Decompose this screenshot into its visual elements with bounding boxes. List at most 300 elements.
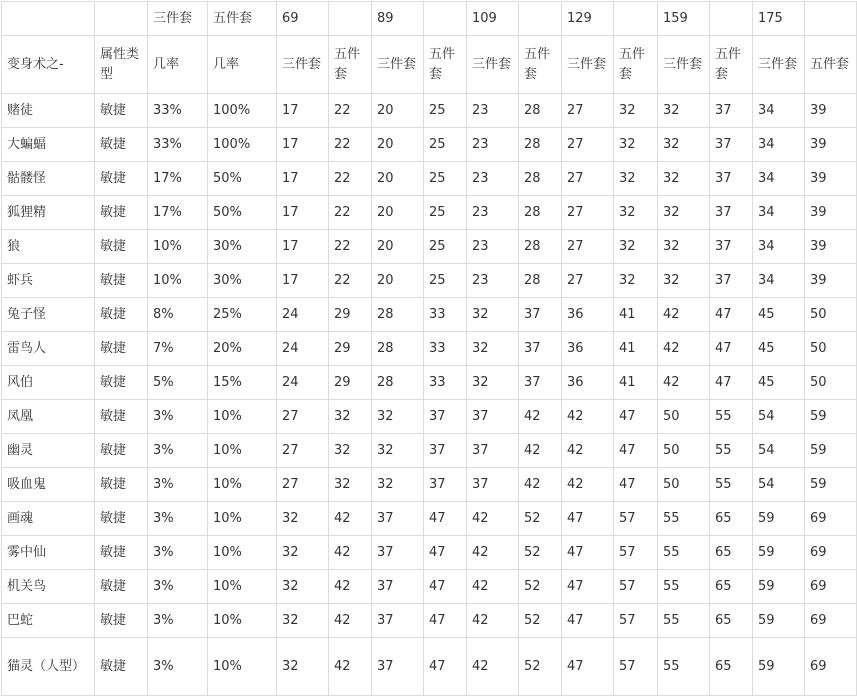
table-row-cell: 36 — [562, 298, 614, 332]
table-row-cell: 10% — [208, 570, 277, 604]
table-row-cell: 42 — [467, 502, 519, 536]
table-row-cell: 敏捷 — [95, 264, 148, 298]
table-row — [2, 230, 857, 264]
table-row-cell: 22 — [329, 128, 372, 162]
table-row-cell: 敏捷 — [95, 332, 148, 366]
table-row-cell: 23 — [467, 94, 519, 128]
table-row-cell: 47 — [562, 502, 614, 536]
table-row-cell: 47 — [710, 366, 753, 400]
table-row-cell: 23 — [467, 196, 519, 230]
table-row-cell: 敏捷 — [95, 230, 148, 264]
table-row-cell: 33% — [148, 94, 208, 128]
table-row-cell: 36 — [562, 366, 614, 400]
table-row-cell: 10% — [148, 264, 208, 298]
table-row-cell: 39 — [805, 196, 857, 230]
table-row-cell: 42 — [658, 298, 710, 332]
table-row — [2, 298, 857, 332]
table-row-cell: 42 — [562, 434, 614, 468]
table-row-cell: 37 — [372, 502, 424, 536]
table-row-cell: 25 — [424, 94, 467, 128]
table-row-cell: 59 — [753, 570, 805, 604]
table-row-cell: 17% — [148, 162, 208, 196]
table-row-cell: 敏捷 — [95, 128, 148, 162]
table-row-cell: 3% — [148, 570, 208, 604]
table-row — [2, 94, 857, 128]
table-row-cell: 5% — [148, 366, 208, 400]
table-row-cell: 27 — [562, 264, 614, 298]
table-row-cell: 47 — [614, 434, 658, 468]
table-row-cell: 41 — [614, 332, 658, 366]
table-row-cell: 52 — [519, 502, 562, 536]
table-row-cell: 69 — [805, 536, 857, 570]
header-row-labels-cell: 几率 — [208, 36, 277, 94]
table-row-cell: 50 — [658, 434, 710, 468]
header-row-levels-cell — [710, 2, 753, 36]
table-row-cell: 57 — [614, 536, 658, 570]
table-row-cell: 29 — [329, 366, 372, 400]
table-row-cell: 赌徒 — [2, 94, 95, 128]
table-row-cell: 20 — [372, 128, 424, 162]
table-row-cell: 猫灵（人型） — [2, 638, 95, 696]
table-row-cell: 敏捷 — [95, 434, 148, 468]
table-row — [2, 196, 857, 230]
table-body — [2, 2, 857, 696]
table-row-cell: 37 — [467, 400, 519, 434]
table-row-cell: 骷髅怪 — [2, 162, 95, 196]
table-row-cell: 55 — [658, 604, 710, 638]
table-row-cell: 65 — [710, 638, 753, 696]
table-row-cell: 大蝙蝠 — [2, 128, 95, 162]
table-row-cell: 59 — [753, 536, 805, 570]
table-row-cell: 狼 — [2, 230, 95, 264]
table-row-cell: 23 — [467, 230, 519, 264]
table-row-cell: 24 — [277, 298, 329, 332]
table-row-cell: 59 — [805, 468, 857, 502]
table-row-cell: 10% — [208, 502, 277, 536]
table-row-cell: 33 — [424, 298, 467, 332]
table-row-cell: 69 — [805, 570, 857, 604]
table-row-cell: 47 — [562, 604, 614, 638]
table-row-cell: 20 — [372, 94, 424, 128]
table-row-cell: 50 — [658, 468, 710, 502]
table-row-cell: 37 — [372, 604, 424, 638]
header-row-labels-cell: 三件套 — [658, 36, 710, 94]
table-row-cell: 54 — [753, 400, 805, 434]
table-row-cell: 39 — [805, 162, 857, 196]
header-row-labels-cell: 三件套 — [467, 36, 519, 94]
table-row-cell: 59 — [805, 434, 857, 468]
table-row-cell: 32 — [614, 94, 658, 128]
table-row-cell: 32 — [329, 400, 372, 434]
table-row-cell: 42 — [562, 468, 614, 502]
table-row-cell: 20 — [372, 230, 424, 264]
table-row-cell: 52 — [519, 638, 562, 696]
table-row-cell: 45 — [753, 298, 805, 332]
table-row-cell: 10% — [208, 400, 277, 434]
table-row-cell: 50 — [805, 366, 857, 400]
table-row-cell: 52 — [519, 536, 562, 570]
table-row-cell: 20 — [372, 162, 424, 196]
table-row — [2, 332, 857, 366]
table-row-cell: 敏捷 — [95, 162, 148, 196]
table-row-cell: 20 — [372, 196, 424, 230]
table-row-cell: 37 — [710, 94, 753, 128]
table-row-cell: 65 — [710, 604, 753, 638]
header-row-levels — [2, 2, 857, 36]
table-row-cell: 39 — [805, 230, 857, 264]
table-row-cell: 10% — [208, 468, 277, 502]
table-row-cell: 27 — [277, 434, 329, 468]
table-row-cell: 28 — [372, 332, 424, 366]
table-row-cell: 32 — [467, 332, 519, 366]
header-row-labels-cell: 五件套 — [424, 36, 467, 94]
table-row-cell: 65 — [710, 536, 753, 570]
table-row-cell: 32 — [658, 264, 710, 298]
header-row-levels-cell: 89 — [372, 2, 424, 36]
table-row-cell: 42 — [329, 638, 372, 696]
table-row — [2, 570, 857, 604]
table-row-cell: 32 — [372, 400, 424, 434]
table-row-cell: 65 — [710, 570, 753, 604]
table-row-cell: 42 — [329, 570, 372, 604]
table-row-cell: 37 — [710, 128, 753, 162]
table-row — [2, 604, 857, 638]
table-row-cell: 65 — [710, 502, 753, 536]
table-row-cell: 47 — [424, 570, 467, 604]
table-row-cell: 8% — [148, 298, 208, 332]
table-row-cell: 33 — [424, 366, 467, 400]
table-row-cell: 机关鸟 — [2, 570, 95, 604]
table-row-cell: 32 — [329, 434, 372, 468]
table-row-cell: 33 — [424, 332, 467, 366]
table-row-cell: 59 — [753, 638, 805, 696]
table-row-cell: 25 — [424, 264, 467, 298]
table-row-cell: 42 — [519, 468, 562, 502]
table-row-cell: 30% — [208, 264, 277, 298]
table-row-cell: 47 — [424, 604, 467, 638]
table-row-cell: 29 — [329, 332, 372, 366]
table-row-cell: 敏捷 — [95, 196, 148, 230]
table-row-cell: 25 — [424, 162, 467, 196]
table-row-cell: 敏捷 — [95, 94, 148, 128]
table-row-cell: 3% — [148, 604, 208, 638]
header-row-levels-cell: 175 — [753, 2, 805, 36]
table-row-cell: 25 — [424, 196, 467, 230]
table-row-cell: 42 — [519, 400, 562, 434]
table-row-cell: 50 — [805, 298, 857, 332]
table-row-cell: 27 — [562, 128, 614, 162]
table-row — [2, 264, 857, 298]
table-row-cell: 27 — [562, 196, 614, 230]
table-row — [2, 434, 857, 468]
table-row-cell: 37 — [424, 468, 467, 502]
table-row-cell: 32 — [658, 162, 710, 196]
table-row-cell: 47 — [424, 638, 467, 696]
header-row-levels-cell: 159 — [658, 2, 710, 36]
table-row-cell: 69 — [805, 502, 857, 536]
table-row-cell: 22 — [329, 264, 372, 298]
table-row-cell: 34 — [753, 128, 805, 162]
table-row-cell: 敏捷 — [95, 298, 148, 332]
table-row-cell: 55 — [658, 502, 710, 536]
table-row-cell: 33% — [148, 128, 208, 162]
header-row-labels-cell: 三件套 — [562, 36, 614, 94]
table-row-cell: 20% — [208, 332, 277, 366]
table-row-cell: 37 — [710, 162, 753, 196]
table-row-cell: 22 — [329, 94, 372, 128]
table-row-cell: 24 — [277, 332, 329, 366]
table-row-cell: 42 — [467, 638, 519, 696]
table-row-cell: 37 — [710, 196, 753, 230]
header-row-levels-cell — [2, 2, 95, 36]
table-row-cell: 3% — [148, 502, 208, 536]
table-row-cell: 32 — [329, 468, 372, 502]
table-row-cell: 兔子怪 — [2, 298, 95, 332]
table-row-cell: 虾兵 — [2, 264, 95, 298]
table-row-cell: 32 — [277, 604, 329, 638]
table-row — [2, 536, 857, 570]
table-row-cell: 17% — [148, 196, 208, 230]
table-row-cell: 10% — [208, 604, 277, 638]
table-row-cell: 37 — [424, 434, 467, 468]
table-row-cell: 32 — [658, 94, 710, 128]
table-row-cell: 37 — [519, 366, 562, 400]
header-row-labels-cell: 五件套 — [519, 36, 562, 94]
table-row-cell: 41 — [614, 298, 658, 332]
table-row-cell: 42 — [467, 536, 519, 570]
table-row-cell: 42 — [658, 366, 710, 400]
table-row-cell: 20 — [372, 264, 424, 298]
table-row-cell: 55 — [658, 536, 710, 570]
header-row-labels-cell: 三件套 — [277, 36, 329, 94]
table-row-cell: 59 — [753, 502, 805, 536]
table-row-cell: 敏捷 — [95, 366, 148, 400]
table-row-cell: 32 — [658, 128, 710, 162]
table-row-cell: 42 — [467, 570, 519, 604]
table-row-cell: 27 — [562, 162, 614, 196]
table-row-cell: 37 — [372, 638, 424, 696]
table-row-cell: 42 — [329, 536, 372, 570]
table-row-cell: 32 — [614, 162, 658, 196]
table-row-cell: 3% — [148, 638, 208, 696]
table-row-cell: 55 — [710, 434, 753, 468]
table-row-cell: 47 — [614, 400, 658, 434]
header-row-levels-cell — [614, 2, 658, 36]
table-row-cell: 42 — [658, 332, 710, 366]
table-row-cell: 狐狸精 — [2, 196, 95, 230]
table-row-cell: 37 — [372, 570, 424, 604]
table-row-cell: 10% — [208, 434, 277, 468]
table-row-cell: 37 — [710, 264, 753, 298]
table-row-cell: 69 — [805, 604, 857, 638]
header-row-levels-cell: 69 — [277, 2, 329, 36]
table-row-cell: 24 — [277, 366, 329, 400]
table-row-cell: 32 — [277, 536, 329, 570]
header-row-levels-cell — [95, 2, 148, 36]
table-row-cell: 28 — [519, 162, 562, 196]
table-row-cell: 55 — [710, 400, 753, 434]
header-row-levels-cell — [805, 2, 857, 36]
table-row-cell: 34 — [753, 230, 805, 264]
table-row-cell: 28 — [519, 196, 562, 230]
table-row-cell: 23 — [467, 128, 519, 162]
table-row-cell: 17 — [277, 196, 329, 230]
table-row-cell: 凤凰 — [2, 400, 95, 434]
table-row-cell: 幽灵 — [2, 434, 95, 468]
table-row-cell: 32 — [614, 230, 658, 264]
header-row-levels-cell: 109 — [467, 2, 519, 36]
table-row-cell: 42 — [519, 434, 562, 468]
table-row-cell: 32 — [277, 638, 329, 696]
table-row-cell: 敏捷 — [95, 468, 148, 502]
table-row-cell: 32 — [658, 196, 710, 230]
table-row-cell: 34 — [753, 94, 805, 128]
header-row-levels-cell — [519, 2, 562, 36]
table-row-cell: 10% — [148, 230, 208, 264]
table-row-cell: 47 — [614, 468, 658, 502]
table-row-cell: 37 — [467, 434, 519, 468]
table-row-cell: 54 — [753, 434, 805, 468]
table-row-cell: 17 — [277, 264, 329, 298]
table-row — [2, 400, 857, 434]
table-row-cell: 57 — [614, 604, 658, 638]
table-row-cell: 32 — [614, 264, 658, 298]
table-row-cell: 42 — [329, 604, 372, 638]
table-row-cell: 42 — [467, 604, 519, 638]
table-row-cell: 28 — [519, 230, 562, 264]
header-row-labels-cell: 五件套 — [805, 36, 857, 94]
table-row-cell: 22 — [329, 196, 372, 230]
table-row-cell: 100% — [208, 94, 277, 128]
table-row-cell: 28 — [372, 366, 424, 400]
header-row-labels — [2, 36, 857, 94]
table-row-cell: 55 — [658, 638, 710, 696]
table-row-cell: 敏捷 — [95, 536, 148, 570]
table-row-cell: 39 — [805, 94, 857, 128]
table-row-cell: 45 — [753, 366, 805, 400]
table-row-cell: 32 — [277, 502, 329, 536]
table-row-cell: 52 — [519, 570, 562, 604]
table-row-cell: 32 — [614, 128, 658, 162]
table-row-cell: 34 — [753, 162, 805, 196]
table-row-cell: 17 — [277, 162, 329, 196]
table-row-cell: 54 — [753, 468, 805, 502]
table-row-cell: 27 — [277, 468, 329, 502]
table-row-cell: 50 — [658, 400, 710, 434]
table-row-cell: 27 — [277, 400, 329, 434]
table-row-cell: 37 — [519, 298, 562, 332]
table-row-cell: 巴蛇 — [2, 604, 95, 638]
table-row-cell: 34 — [753, 264, 805, 298]
table-row-cell: 17 — [277, 128, 329, 162]
table-row-cell: 25 — [424, 128, 467, 162]
table-row-cell: 雾中仙 — [2, 536, 95, 570]
header-row-labels-cell: 几率 — [148, 36, 208, 94]
table-row-cell: 3% — [148, 400, 208, 434]
table-row-cell: 37 — [519, 332, 562, 366]
table-row-cell: 10% — [208, 638, 277, 696]
header-row-labels-cell: 五件套 — [329, 36, 372, 94]
table-row — [2, 468, 857, 502]
table-row-cell: 17 — [277, 230, 329, 264]
table-row-cell: 15% — [208, 366, 277, 400]
table-row-cell: 57 — [614, 638, 658, 696]
table-row-cell: 59 — [753, 604, 805, 638]
table-row-cell: 17 — [277, 94, 329, 128]
table-row-cell: 34 — [753, 196, 805, 230]
table-row-cell: 47 — [710, 332, 753, 366]
table-row-cell: 52 — [519, 604, 562, 638]
table-row-cell: 47 — [710, 298, 753, 332]
table-row-cell: 57 — [614, 502, 658, 536]
header-row-levels-cell — [424, 2, 467, 36]
table-row-cell: 100% — [208, 128, 277, 162]
table-row-cell: 50 — [805, 332, 857, 366]
table-row-cell: 7% — [148, 332, 208, 366]
header-row-labels-cell: 三件套 — [753, 36, 805, 94]
table-row — [2, 502, 857, 536]
table-row-cell: 敏捷 — [95, 400, 148, 434]
table-row-cell: 3% — [148, 468, 208, 502]
table-row-cell: 47 — [424, 536, 467, 570]
table-row-cell: 敏捷 — [95, 638, 148, 696]
table-row-cell: 36 — [562, 332, 614, 366]
table-row-cell: 雷鸟人 — [2, 332, 95, 366]
header-row-labels-cell: 变身术之- — [2, 36, 95, 94]
header-row-levels-cell — [329, 2, 372, 36]
table-row-cell: 37 — [710, 230, 753, 264]
header-row-levels-cell: 129 — [562, 2, 614, 36]
table-row-cell: 23 — [467, 162, 519, 196]
table-row — [2, 638, 857, 696]
table-row-cell: 32 — [372, 434, 424, 468]
table-row-cell: 28 — [519, 264, 562, 298]
table-row-cell: 37 — [467, 468, 519, 502]
table-row-cell: 25 — [424, 230, 467, 264]
header-row-levels-cell: 三件套 — [148, 2, 208, 36]
table-row-cell: 27 — [562, 94, 614, 128]
transformation-stats-table — [1, 1, 857, 696]
table-row-cell: 3% — [148, 536, 208, 570]
table-row-cell: 风伯 — [2, 366, 95, 400]
table-row-cell: 41 — [614, 366, 658, 400]
table-row-cell: 32 — [658, 230, 710, 264]
table-row-cell: 59 — [805, 400, 857, 434]
table-row-cell: 32 — [467, 366, 519, 400]
table-row-cell: 25% — [208, 298, 277, 332]
table-row-cell: 47 — [562, 570, 614, 604]
table-row-cell: 32 — [614, 196, 658, 230]
table-row-cell: 画魂 — [2, 502, 95, 536]
header-row-labels-cell: 五件套 — [710, 36, 753, 94]
table-row-cell: 32 — [372, 468, 424, 502]
table-row-cell: 3% — [148, 434, 208, 468]
table-row-cell: 29 — [329, 298, 372, 332]
table-row-cell: 55 — [710, 468, 753, 502]
table-row-cell: 39 — [805, 128, 857, 162]
table-row-cell: 37 — [372, 536, 424, 570]
table-row-cell: 57 — [614, 570, 658, 604]
table-row-cell: 37 — [424, 400, 467, 434]
table-row-cell: 23 — [467, 264, 519, 298]
table-row-cell: 50% — [208, 162, 277, 196]
table-row-cell: 32 — [467, 298, 519, 332]
table-row-cell: 47 — [424, 502, 467, 536]
table-row-cell: 45 — [753, 332, 805, 366]
header-row-labels-cell: 五件套 — [614, 36, 658, 94]
table-row-cell: 22 — [329, 162, 372, 196]
table-row-cell: 28 — [519, 94, 562, 128]
